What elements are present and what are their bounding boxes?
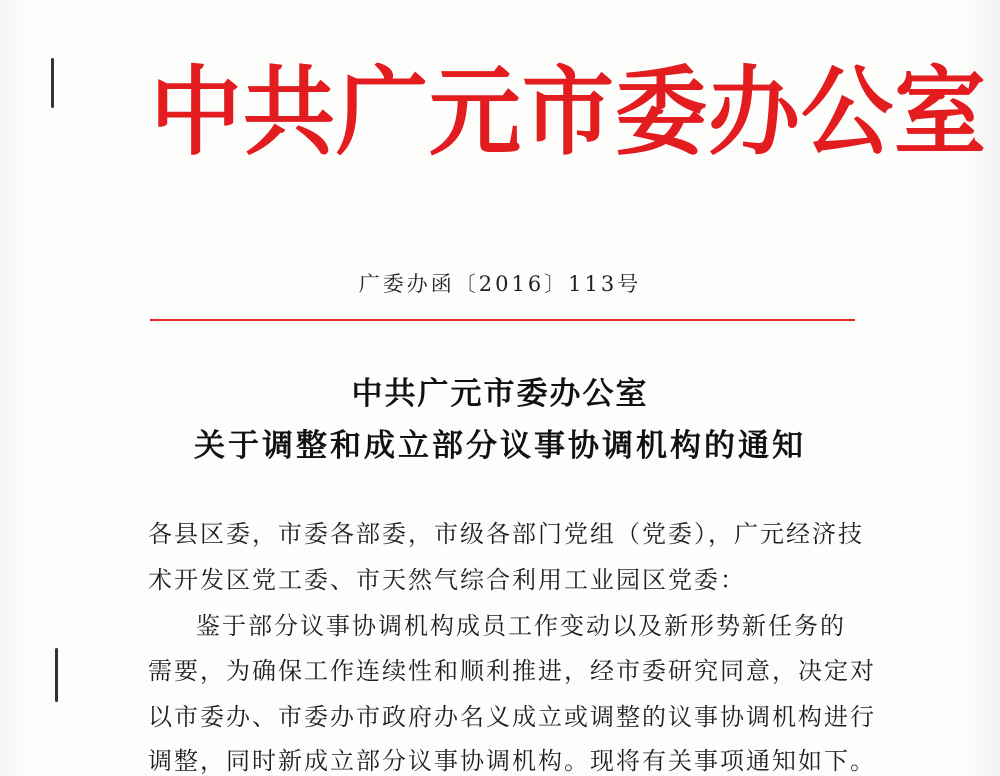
document-number: 广委办函〔2016〕113号 (358, 272, 642, 296)
body-line-addressees-1: 各县区委，市委各部委，市级各部门党组（党委），广元经济技 (148, 520, 864, 548)
body-line-paragraph-1: 鉴于部分议事协调机构成员工作变动以及新形势新任务的 (196, 612, 846, 640)
red-separator-line (150, 319, 855, 321)
document-title-line-1: 中共广元市委办公室 (351, 376, 649, 412)
body-line-paragraph-4: 调整，同时新成立部分议事协调机构。现将有关事项通知如下。 (148, 747, 876, 775)
masthead-header: 中共广元市委办公室 (150, 56, 988, 169)
binding-mark-bottom (55, 648, 58, 702)
binding-mark-top (51, 58, 54, 108)
body-line-addressees-2: 术开发区党工委、市天然气综合利用工业园区党委： (148, 566, 746, 594)
document-title-line-2: 关于调整和成立部分议事协调机构的通知 (194, 428, 806, 464)
body-line-paragraph-3: 以市委办、市委办市政府办名义成立或调整的议事协调机构进行 (148, 703, 876, 731)
body-line-paragraph-2: 需要，为确保工作连续性和顺利推进，经市委研究同意，决定对 (148, 657, 876, 685)
